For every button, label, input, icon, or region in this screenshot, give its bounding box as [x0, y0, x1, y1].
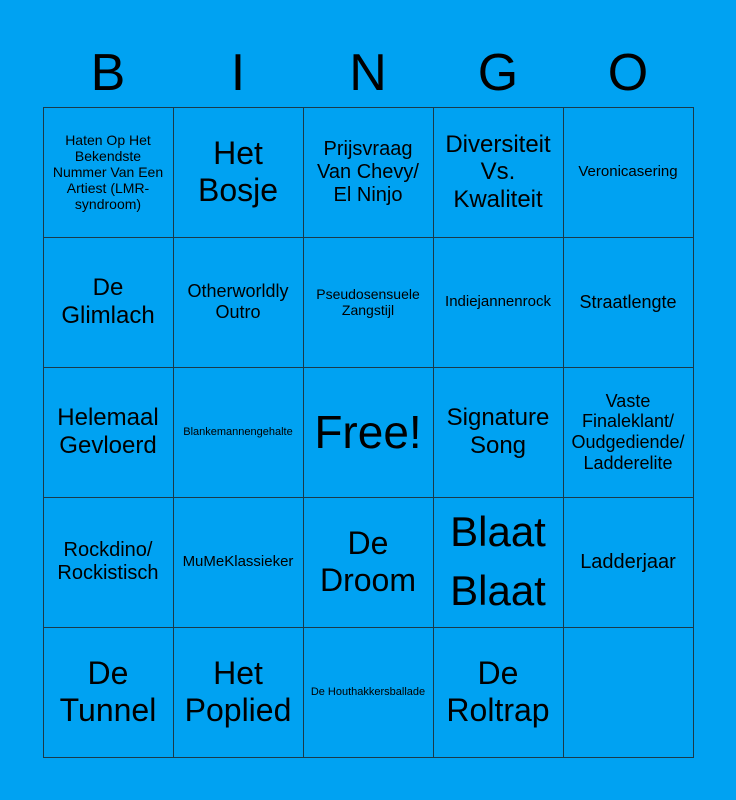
- bingo-cell-r5c2[interactable]: Het Poplied: [173, 627, 304, 758]
- bingo-cell-free[interactable]: Free!: [303, 367, 434, 498]
- bingo-cell-r1c1[interactable]: Haten Op Het Bekendste Nummer Van Een Artiest (LMR-syndroom): [43, 107, 174, 238]
- bingo-cell-r1c3[interactable]: Prijsvraag Van Chevy/ El Ninjo: [303, 107, 434, 238]
- bingo-cell-r3c5[interactable]: Vaste Finaleklant/ Oudgediende/ Ladderelite: [563, 367, 694, 498]
- bingo-cell-r3c4[interactable]: Signature Song: [433, 367, 564, 498]
- header-letter-b: B: [90, 44, 126, 102]
- bingo-cell-r2c4[interactable]: Indiejannenrock: [433, 237, 564, 368]
- bingo-cell-r2c2[interactable]: Otherworldly Outro: [173, 237, 304, 368]
- bingo-cell-r5c3[interactable]: De Houthakkersballade: [303, 627, 434, 758]
- bingo-cell-r3c2[interactable]: Blankemannengehalte: [173, 367, 304, 498]
- header-letter-n: N: [349, 44, 387, 102]
- bingo-cell-r4c1[interactable]: Rockdino/ Rockistisch: [43, 497, 174, 628]
- bingo-cell-r2c5[interactable]: Straatlengte: [563, 237, 694, 368]
- bingo-cell-r1c2[interactable]: Het Bosje: [173, 107, 304, 238]
- bingo-cell-r4c3[interactable]: De Droom: [303, 497, 434, 628]
- bingo-grid: [43, 107, 693, 757]
- bingo-cell-r3c1[interactable]: Helemaal Gevloerd: [43, 367, 174, 498]
- bingo-header: [43, 40, 693, 106]
- bingo-cell-r5c5[interactable]: [563, 627, 694, 758]
- bingo-cell-r4c2[interactable]: MuMeKlassieker: [173, 497, 304, 628]
- bingo-cell-r4c4[interactable]: Blaat Blaat: [433, 497, 564, 628]
- bingo-cell-r5c1[interactable]: De Tunnel: [43, 627, 174, 758]
- bingo-cell-r1c5[interactable]: Veronicasering: [563, 107, 694, 238]
- bingo-cell-r2c1[interactable]: De Glimlach: [43, 237, 174, 368]
- bingo-cell-r2c3[interactable]: Pseudosensuele Zangstijl: [303, 237, 434, 368]
- bingo-cell-r5c4[interactable]: De Roltrap: [433, 627, 564, 758]
- bingo-cell-r4c5[interactable]: Ladderjaar: [563, 497, 694, 628]
- header-letter-g: G: [477, 44, 519, 102]
- header-letter-o: O: [607, 44, 649, 102]
- bingo-cell-r1c4[interactable]: Diversiteit Vs. Kwaliteit: [433, 107, 564, 238]
- header-letter-i: I: [230, 44, 246, 102]
